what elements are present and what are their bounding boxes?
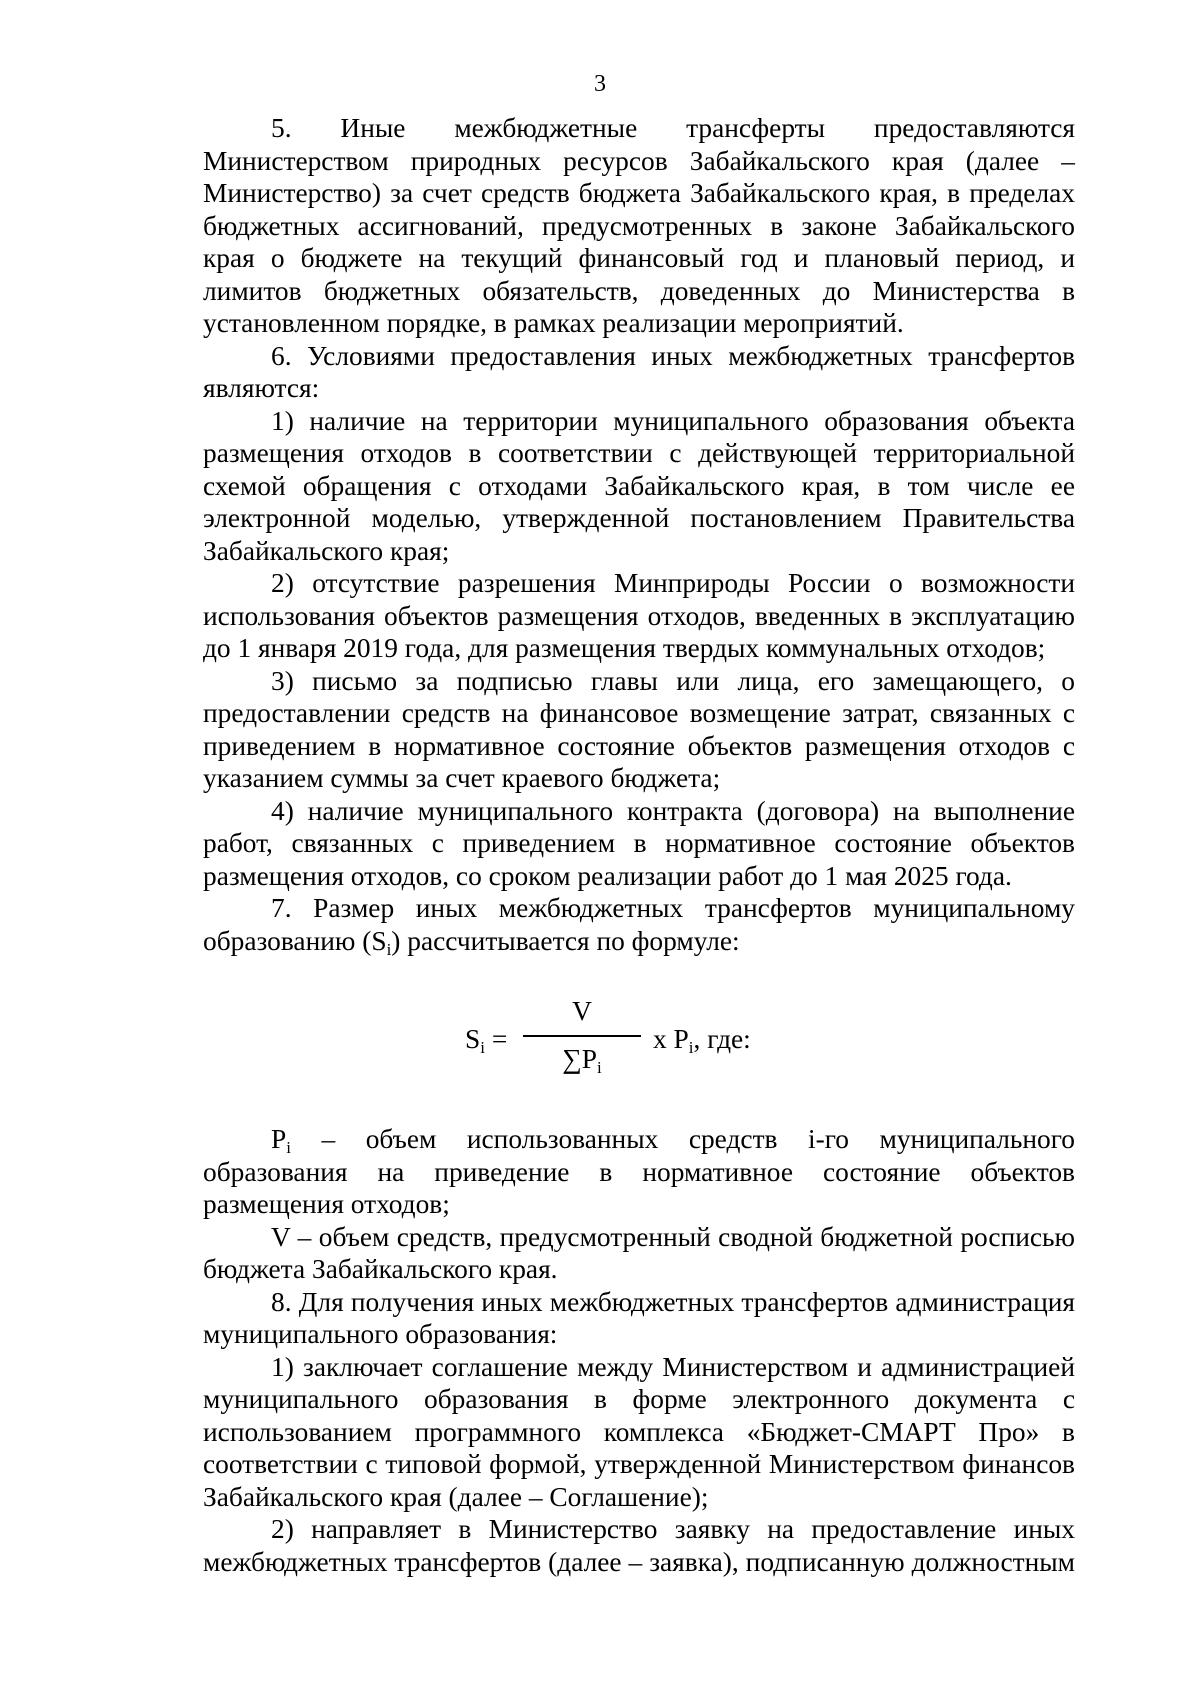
paragraph-6: 6. Условиями предоставления иных межбюджетных трансфертов являются:: [203, 340, 1075, 403]
page-number: 3: [594, 71, 606, 97]
paragraph-6-item-4: 4) наличие муниципального контракта (договора) на выполнение работ, связанных с приведением в нормативное состояние объектов размещения отходов, со сроком реализации работ до 1 мая 2025 года.: [203, 795, 1075, 891]
paragraph-6-item-2: 2) отсутствие разрешения Минприроды России о возможности использования объектов размещения отходов, введенных в эксплуатацию до 1 января 2019 года, для размещения твердых коммунальных отходов;: [203, 568, 1075, 663]
paragraph-7-subscript: i: [386, 939, 392, 959]
formula-lhs: [465, 1023, 507, 1056]
formula-rhs-text-1: x P: [653, 1024, 689, 1054]
definition-pi-text: – объем использованных средств i-го муниципального образования на приведение в нормативное состояние объектов размещения отходов;: [203, 1124, 1075, 1219]
formula-rhs: [653, 1023, 751, 1056]
formula-equals: =: [484, 1024, 508, 1054]
formula-lhs-symbol: S: [465, 1024, 481, 1054]
formula-fraction-bar: [523, 1035, 641, 1037]
paragraph-5: 5. Иные межбюджетные трансферты предоставляются Министерством природных ресурсов Забайкальского края (далее – Министерство) за счет средств бюджета Забайкальского края, в пределах бюджетных ассигнований, предусмотренных в законе Забайкальского края о бюджете на текущий финансовый год и плановый период, и лимитов бюджетных обязательств, доведенных до Министерства в установленном порядке, в рамках реализации мероприятий.: [203, 113, 1075, 338]
formula-denominator-symbol: ∑P: [562, 1044, 598, 1074]
definition-pi-symbol: P: [271, 1124, 287, 1154]
definition-pi: [203, 1123, 1075, 1221]
paragraph-8: 8. Для получения иных межбюджетных трансфертов администрация муниципального образования:: [203, 1286, 1075, 1349]
definition-pi-subscript: i: [286, 1138, 291, 1157]
paragraph-7-text-after: ) рассчитывается по формуле:: [391, 925, 740, 956]
formula-lhs-subscript: i: [480, 1038, 485, 1057]
formula-fraction: [523, 993, 641, 1077]
paragraph-7-text-before: 7. Размер иных межбюджетных трансфертов муниципальному образованию (S: [203, 893, 1075, 956]
formula-rhs-text-2: , где:: [693, 1024, 751, 1054]
definition-v: V – объем средств, предусмотренный сводной бюджетной росписью бюджета Забайкальского края.: [203, 1221, 1075, 1284]
formula: [203, 993, 1075, 1089]
paragraph-6-item-3: 3) письмо за подписью главы или лица, его замещающего, о предоставлении средств на финансовое возмещение затрат, связанных с приведением в нормативное состояние объектов размещения отходов с указанием суммы за счет краевого бюджета;: [203, 665, 1075, 793]
formula-rhs-subscript: i: [688, 1038, 694, 1057]
document-body: [203, 112, 1075, 1578]
paragraph-7: [203, 892, 1075, 957]
paragraph-8-item-2: 2) направляет в Министерство заявку на предоставление иных межбюджетных трансфертов (далее – заявка), подписанную должностным: [203, 1514, 1075, 1577]
paragraph-6-item-1: 1) наличие на территории муниципального образования объекта размещения отходов в соответствии с действующей территориальной схемой обращения с отходами Забайкальского края, в том числе ее электронной моделью, утвержденной постановлением Правительства Забайкальского края;: [203, 405, 1075, 566]
formula-numerator: V: [572, 996, 592, 1026]
formula-denominator: [523, 1041, 641, 1077]
formula-denominator-subscript: i: [597, 1058, 602, 1077]
paragraph-8-item-1: 1) заключает соглашение между Министерством и администрацией муниципального образования в форме электронного документа с использованием программного комплекса «Бюджет-СМАРТ Про» в соответствии с типовой формой, утвержденной Министерством финансов Забайкальского края (далее – Соглашение);: [203, 1351, 1075, 1512]
